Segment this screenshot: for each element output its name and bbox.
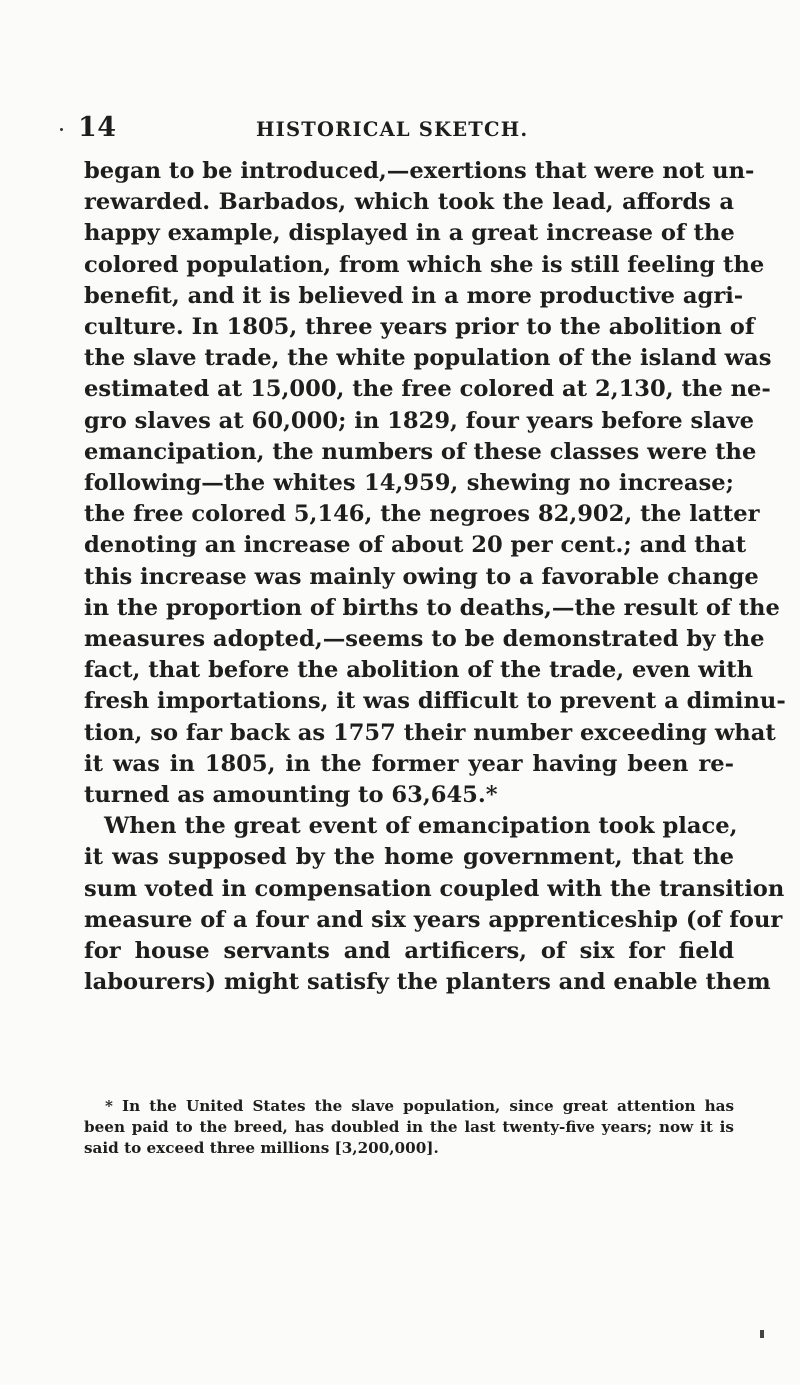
footnote-line: * In the United States the slave population, since great attention has: [105, 1097, 734, 1115]
text-line: fact, that before the abolition of the trade, even with: [84, 657, 754, 684]
text-line: the slave trade, the white population of the island was: [84, 345, 772, 372]
text-line-paragraph-start: When the great event of emancipation took place,: [104, 813, 738, 840]
text-line: in the proportion of births to deaths,—the result of the: [84, 594, 780, 621]
text-line: following—the whites 14,959, shewing no increase;: [84, 470, 734, 497]
text-line: rewarded. Barbados, which took the lead, affords a: [84, 189, 734, 216]
text-line: colored population, from which she is still feeling the: [84, 251, 765, 278]
footnote-line: said to exceed three millions [3,200,000].: [84, 1138, 439, 1157]
text-line: happy example, displayed in a great increase of the: [84, 220, 735, 247]
running-head: [0, 0, 800, 160]
corner-speck: [760, 1330, 764, 1338]
page-number: 14: [78, 112, 117, 143]
text-line: for house servants and artificers, of six for field: [84, 938, 734, 965]
text-line: emancipation, the numbers of these classes were the: [84, 438, 757, 465]
text-line: estimated at 15,000, the free colored at 2,130, the ne-: [84, 376, 771, 403]
text-line: culture. In 1805, three years prior to the abolition of: [84, 314, 755, 341]
text-line: it was in 1805, in the former year having been re-: [84, 750, 734, 777]
text-line: this increase was mainly owing to a favorable change: [84, 563, 759, 590]
text-line: the free colored 5,146, the negroes 82,902, the latter: [84, 501, 760, 528]
text-line: denoting an increase of about 20 per cent.; and that: [84, 532, 747, 559]
text-line: tion, so far back as 1757 their number exceeding what: [84, 719, 776, 746]
text-line: labourers) might satisfy the planters and enable them: [84, 969, 771, 996]
text-line: gro slaves at 60,000; in 1829, four years before slave: [84, 407, 754, 434]
footnote-line: been paid to the breed, has doubled in the last twenty-five years; now it is: [84, 1117, 734, 1136]
text-line: began to be introduced,—exertions that were not un-: [84, 158, 755, 184]
text-line: fresh importations, it was difficult to prevent a diminu-: [84, 688, 786, 715]
footnote: [84, 1096, 734, 1158]
running-title: HISTORICAL SKETCH.: [256, 118, 529, 141]
text-line: it was supposed by the home government, that the: [84, 844, 734, 871]
body-text: [84, 156, 786, 998]
text-line: turned as amounting to 63,645.*: [84, 782, 498, 809]
text-line: measures adopted,—seems to be demonstrated by the: [84, 626, 765, 653]
text-line: benefit, and it is believed in a more productive agri-: [84, 282, 744, 309]
text-line: measure of a four and six years apprenticeship (of four: [84, 906, 783, 933]
text-line: sum voted in compensation coupled with the transition: [84, 875, 785, 902]
